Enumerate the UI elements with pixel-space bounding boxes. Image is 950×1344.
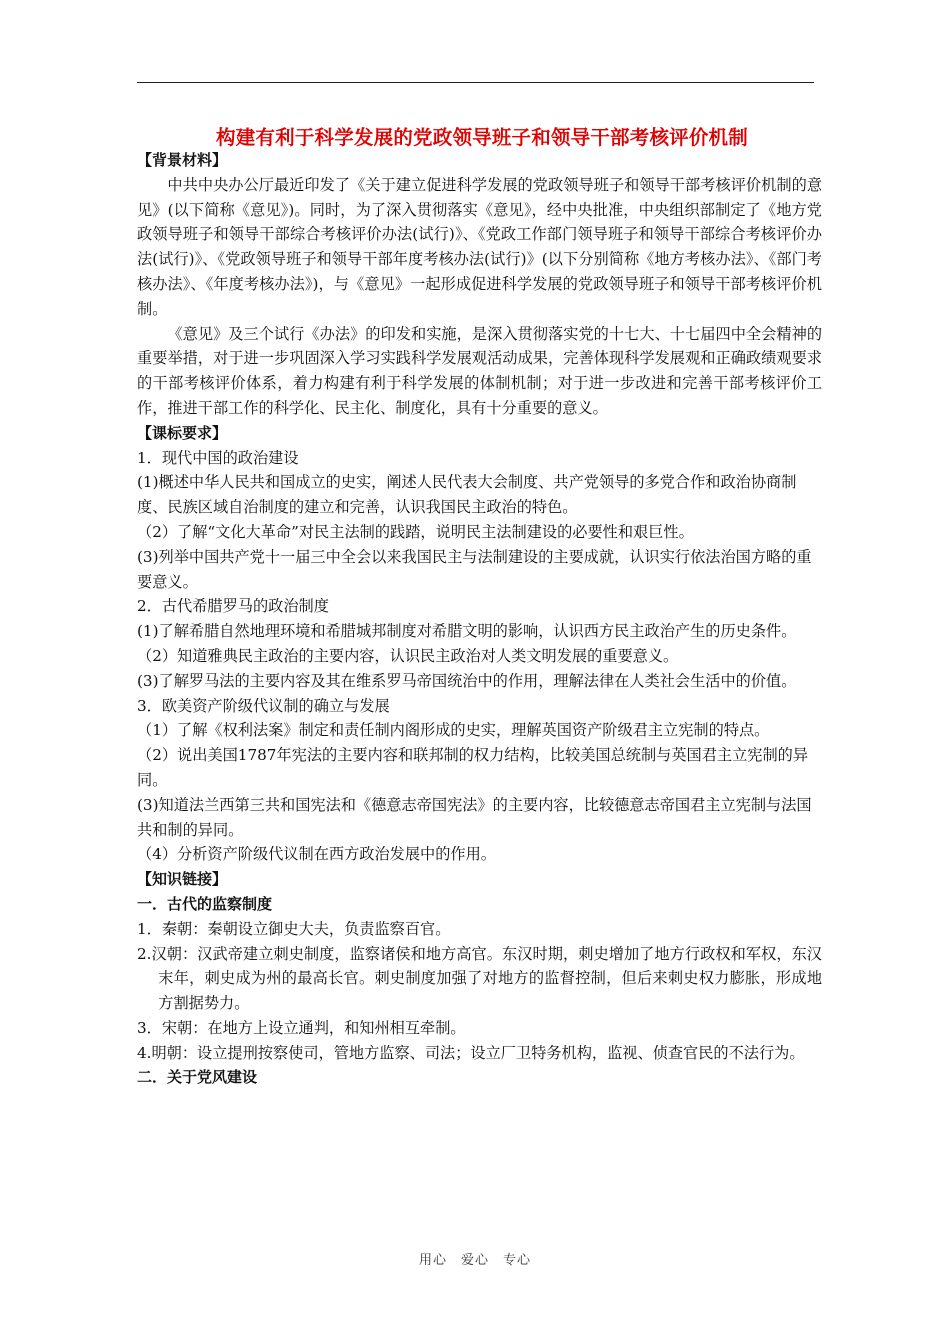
knowledge-section-2-title: 二．关于党风建设 <box>137 1068 258 1087</box>
page-footer: 用心 爱心 专心 <box>418 1253 531 1268</box>
knowledge-section-1-title: 一．古代的监察制度 <box>137 894 273 913</box>
standards-topic-3: 3．欧美资产阶级代议制的确立与发展 <box>137 696 390 715</box>
header-rule <box>137 82 814 83</box>
standards-item: （2）说出美国1787年宪法的主要内容和联邦制的权力结构，比较美国总统制与英国君主立宪制的异同。 <box>137 746 809 789</box>
knowledge-heading: 【知识链接】 <box>137 870 228 889</box>
standards-item: （1）了解《权利法案》制定和责任制内阁形成的史实，理解英国资产阶级君主立宪制的特点。 <box>137 721 770 740</box>
document-title: 构建有利于科学发展的党政领导班子和领导干部考核评价机制 <box>216 126 748 149</box>
standards-item: （2）了解“文化大革命”对民主法制的践踏，说明民主法制建设的必要性和艰巨性。 <box>137 522 694 541</box>
standards-topic-2: 2．古代希腊罗马的政治制度 <box>137 597 329 616</box>
background-paragraph-1: 中共中央办公厅最近印发了《关于建立促进科学发展的党政领导班子和领导干部考核评价机制的意见》(以下简称《意见》)。同时，为了深入贯彻落实《意见》，经中央批准，中央组织部制定了《地方党政领导班子和领导干部综合考核评价办法(试行)》、《党政工作部门领导班子和领导干部综合考核评价办法(试行)》、《党政领导班子和领导干部年度考核办法(试行)》(以下分别简称《地方考核办法》、《部门考核办法》、《年度考核办法》)，与《意见》一起形成促进科学发展的党政领导班子和领导干部考核评价机制。 <box>137 175 822 318</box>
document-body <box>137 148 822 1090</box>
standards-item: (1)了解希腊自然地理环境和希腊城邦制度对希腊文明的影响，认识西方民主政治产生的历史条件。 <box>137 622 797 641</box>
standards-item: （2）知道雅典民主政治的主要内容，认识民主政治对人类文明发展的重要意义。 <box>137 646 679 665</box>
standards-item: （4）分析资产阶级代议制在西方政治发展中的作用。 <box>137 845 496 864</box>
standards-item: (3)知道法兰西第三共和国宪法和《德意志帝国宪法》的主要内容，比较德意志帝国君主立宪制与法国共和制的异同。 <box>137 795 812 839</box>
background-paragraph-2: 《意见》及三个试行《办法》的印发和实施，是深入贯彻落实党的十七大、十七届四中全会精神的重要举措，对于进一步巩固深入学习实践科学发展观活动成果，完善体现科学发展观和正确政绩观要求的干部考核评价体系，着力构建有利于科学发展的体制机制；对于进一步改进和完善干部考核评价工作，推进干部工作的科学化、民主化、制度化，具有十分重要的意义。 <box>137 324 822 417</box>
knowledge-item: 1．秦朝：秦朝设立御史大夫，负责监察百官。 <box>137 919 451 938</box>
standards-item: (3)列举中国共产党十一届三中全会以来我国民主与法制建设的主要成就，认识实行依法治国方略的重要意义。 <box>137 547 812 591</box>
knowledge-item: 2.汉朝：汉武帝建立刺史制度，监察诸侯和地方高官。东汉时期，刺史增加了地方行政权和军权，东汉末年，刺史成为州的最高长官。刺史制度加强了对地方的监督控制，但后来刺史权力膨胀，形成地方割据势力。 <box>137 944 822 1013</box>
background-heading: 【背景材料】 <box>137 151 228 169</box>
standards-topic-1: 1．现代中国的政治建设 <box>137 448 299 467</box>
knowledge-item: 4.明朝：设立提刑按察使司，管地方监察、司法；设立厂卫特务机构，监视、侦查官民的不法行为。 <box>137 1043 805 1062</box>
standards-item: (3)了解罗马法的主要内容及其在维系罗马帝国统治中的作用，理解法律在人类社会生活中的价值。 <box>137 671 797 690</box>
standards-item: (1)概述中华人民共和国成立的史实，阐述人民代表大会制度、共产党领导的多党合作和政治协商制度、民族区域自治制度的建立和完善，认识我国民主政治的特色。 <box>137 473 797 517</box>
knowledge-item: 3．宋朝：在地方上设立通判，和知州相互牵制。 <box>137 1018 466 1037</box>
standards-heading: 【课标要求】 <box>137 423 228 442</box>
